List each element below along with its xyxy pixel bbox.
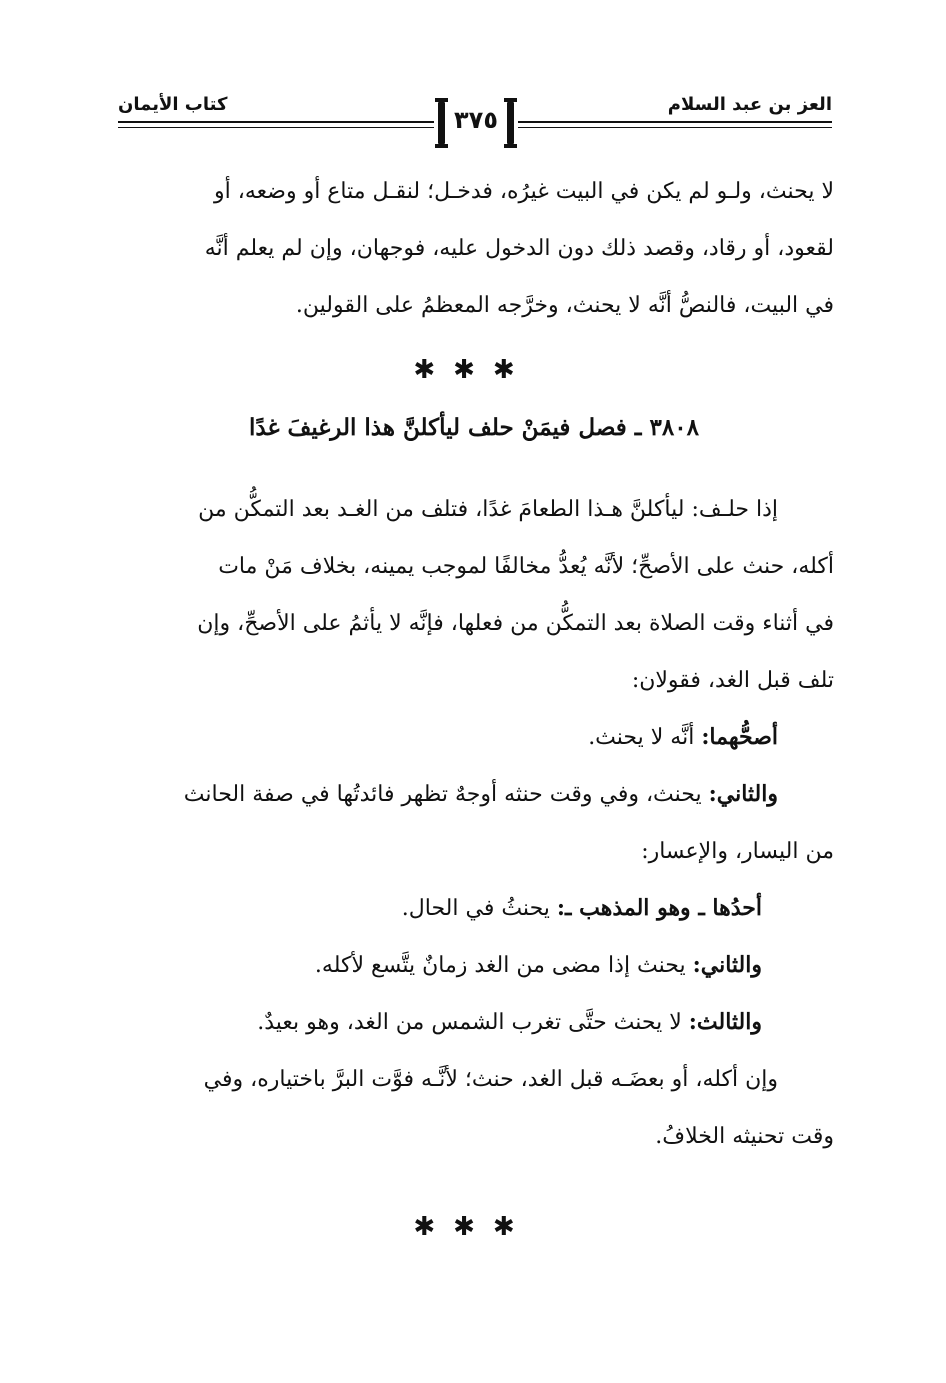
text-line: في أثناء وقت الصلاة بعد التمكُّن من فعلها، فإنَّه لا يأثمُ على الأصحِّ، وإن [197,611,834,636]
aspect-item [114,994,834,1051]
header-rule-right-thin [518,127,832,128]
frame-bar-right [507,102,514,144]
opinion-label: أصحُّهما: [701,724,778,750]
header-rule-left-thin [118,127,434,128]
aspect-text: لا يحنث حتَّى تغرب الشمس من الغد، وهو بعيدٌ. [257,1010,689,1035]
aspect-label: أحدُها ـ وهو المذهب ـ: [556,895,762,921]
frame-bar-left [438,102,445,144]
header-rule-left [118,121,434,123]
text-line: من اليسار، والإعسار: [641,839,834,864]
opinion-text: يحنث، وفي وقت حنثه أوجهٌ تظهر فائدتُها في صفة الحانث [183,782,709,807]
text-line: في البيت، فالنصُّ أنَّه لا يحنث، وخرَّجه المعظمُ على القولين. [295,293,834,318]
aspect-text: يحنث إذا مضى من الغد زمانٌ يتَّسع لأكله. [314,953,693,978]
section-heading: ٣٨٠٨ ـ فصل فيمَنْ حلف ليأكلنَّ هذا الرغيفَ غدًا [249,414,699,441]
aspect-text: يحنثُ في الحال. [401,896,557,921]
section-paragraph [114,481,834,1165]
text-line: إذا حلـف: ليأكلنَّ هـذا الطعامَ غدًا، فتلف من الغـد بعد التمكُّن من [198,497,778,522]
running-header [118,88,832,158]
opinion-first [114,709,834,766]
text-line: وقت تحنيثه الخلافُ. [655,1124,834,1149]
text-line: وإن أكله، أو بعضَـه قبل الغد، حنث؛ لأنَّـه فوَّت البرَّ باختياره، وفي [203,1067,778,1092]
text-line: تلف قبل الغد، فقولان: [631,668,834,693]
opinion-text: أنَّه لا يحنث. [588,725,702,750]
header-rule-right [518,121,832,123]
separator-ornament: ✱✱✱ [413,355,533,385]
text-line: أكله، حنث على الأصحِّ؛ لأنَّه يُعدُّ مخالفًا لموجب يمينه، بخلاف مَنْ مات [218,554,834,579]
opening-paragraph [114,163,834,334]
aspect-item [114,880,834,937]
text-line: لقعود، أو رقاد، وقصد ذلك دون الدخول عليه، فوجهان، وإن لم يعلم أنَّه [204,236,834,261]
text-line: لا يحنث، ولـو لم يكن في البيت غيرُه، فدخـل؛ لنقـل متاع أو وضعه، أو [214,179,834,204]
header-book-title: كتاب الأيمان [118,94,228,115]
separator-ornament: ✱✱✱ [413,1212,533,1242]
aspect-label: والثالث: [688,1009,762,1035]
page-number-frame [438,98,514,148]
aspect-item [114,937,834,994]
page-number: ٣٧٥ [454,106,498,134]
header-author: العز بن عبد السلام [667,94,832,115]
aspect-label: والثاني: [692,952,762,978]
opinion-second [114,766,834,823]
opinion-label: والثاني: [708,781,778,807]
